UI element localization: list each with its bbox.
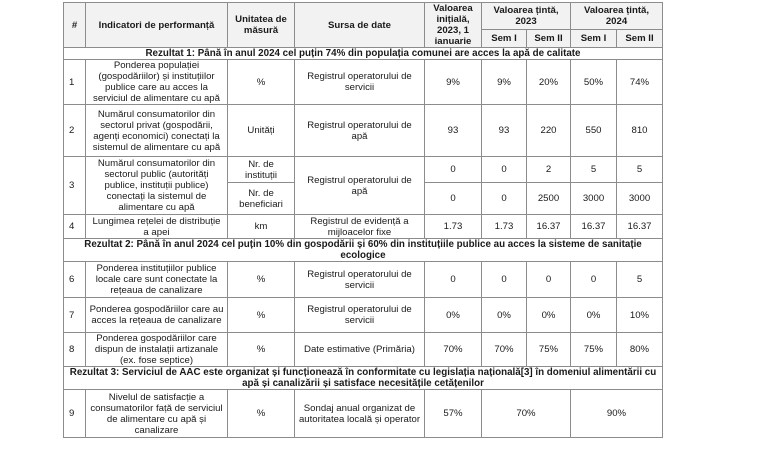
target-2023-sem1-cell: 0% — [482, 298, 527, 333]
header-2024-sem2: Sem II — [617, 29, 663, 47]
target-2023-sem2-cell: 2 — [527, 157, 571, 183]
target-2024-sem2-cell: 5 — [617, 157, 663, 183]
unit-cell: % — [228, 333, 295, 367]
header-target-2024: Valoarea țintă, 2024 — [571, 3, 663, 30]
target-2023-sem1-cell: 1.73 — [482, 215, 527, 239]
initial-value-cell: 0 — [425, 157, 482, 183]
unit-cell: % — [228, 262, 295, 298]
header-2023-sem1: Sem I — [482, 29, 527, 47]
result-2-row — [64, 239, 663, 262]
source-cell: Registrul de evidență a mijloacelor fixe — [295, 215, 425, 239]
source-cell: Sondaj anual organizat de autoritatea locală și operator — [295, 390, 425, 438]
row-number: 8 — [64, 333, 86, 367]
source-cell: Registrul operatorului de apă — [295, 157, 425, 215]
result-1-row — [64, 48, 663, 60]
table-row — [64, 390, 663, 438]
target-2023-sem2-cell: 0% — [527, 298, 571, 333]
source-cell: Registrul operatorului de servicii — [295, 298, 425, 333]
unit-cell: % — [228, 298, 295, 333]
target-2023-sem2-cell: 0 — [527, 262, 571, 298]
header-num: # — [64, 3, 86, 48]
table-row — [64, 262, 663, 298]
row-number: 1 — [64, 60, 86, 105]
target-2023-sem1-cell: 0 — [482, 183, 527, 215]
source-cell: Date estimative (Primăria) — [295, 333, 425, 367]
target-2023-sem2-cell: 16.37 — [527, 215, 571, 239]
header-source: Sursa de date — [295, 3, 425, 48]
target-2023-cell: 70% — [482, 390, 571, 438]
target-2023-sem2-cell: 2500 — [527, 183, 571, 215]
result-1-heading: Rezultat 1: Până în anul 2024 cel puțin 74% din populația comunei are acces la apă de calitate — [64, 48, 663, 60]
target-2023-sem1-cell: 0 — [482, 157, 527, 183]
target-2024-sem1-cell: 0 — [571, 262, 617, 298]
row-number: 4 — [64, 215, 86, 239]
row-number: 7 — [64, 298, 86, 333]
target-2024-sem2-cell: 3000 — [617, 183, 663, 215]
target-2023-sem1-cell: 70% — [482, 333, 527, 367]
table-row — [64, 333, 663, 367]
target-2024-sem2-cell: 5 — [617, 262, 663, 298]
header-row — [64, 3, 663, 30]
header-unit: Unitatea de măsură — [228, 3, 295, 48]
indicator-cell: Numărul consumatorilor din sectorul privat (gospodării, agenți economici) conectați la sistemul de alimentare cu apă — [86, 105, 228, 157]
target-2023-sem1-cell: 9% — [482, 60, 527, 105]
initial-value-cell: 0 — [425, 183, 482, 215]
row-number: 9 — [64, 390, 86, 438]
table-row — [64, 215, 663, 239]
source-cell: Registrul operatorului de servicii — [295, 60, 425, 105]
target-2024-sem1-cell: 16.37 — [571, 215, 617, 239]
unit-cell: km — [228, 215, 295, 239]
table-row — [64, 105, 663, 157]
target-2024-sem2-cell: 810 — [617, 105, 663, 157]
row-number: 6 — [64, 262, 86, 298]
initial-value-cell: 9% — [425, 60, 482, 105]
indicator-cell: Ponderea gospodăriilor care au acces la rețeaua de canalizare — [86, 298, 228, 333]
result-3-heading: Rezultat 3: Serviciul de AAC este organizat și funcționează în conformitate cu legislația națională[3] în domeniul alimentării cu apă și canalizării și satisface necesitățile cetățenilor — [64, 367, 663, 390]
header-2024-sem1: Sem I — [571, 29, 617, 47]
target-2024-sem1-cell: 3000 — [571, 183, 617, 215]
unit-cell: % — [228, 60, 295, 105]
row-number: 3 — [64, 157, 86, 215]
unit-cell: Nr. de instituții — [228, 157, 295, 183]
initial-value-cell: 93 — [425, 105, 482, 157]
unit-cell: % — [228, 390, 295, 438]
performance-indicators-table — [63, 2, 663, 438]
initial-value-cell: 70% — [425, 333, 482, 367]
result-3-row — [64, 367, 663, 390]
target-2023-sem2-cell: 20% — [527, 60, 571, 105]
target-2023-sem1-cell: 0 — [482, 262, 527, 298]
indicator-cell: Nivelul de satisfacție a consumatorilor față de serviciul de alimentare cu apă și canalizare — [86, 390, 228, 438]
header-target-2023: Valoarea țintă, 2023 — [482, 3, 571, 30]
indicator-cell: Ponderea populației (gospodăriilor) și instituțiilor publice care au acces la serviciul de alimentare cu apă — [86, 60, 228, 105]
target-2024-sem1-cell: 0% — [571, 298, 617, 333]
table-row — [64, 157, 663, 183]
initial-value-cell: 0 — [425, 262, 482, 298]
target-2024-sem2-cell: 74% — [617, 60, 663, 105]
header-indicator: Indicatori de performanță — [86, 3, 228, 48]
unit-cell: Unități — [228, 105, 295, 157]
table-row — [64, 60, 663, 105]
row-number: 2 — [64, 105, 86, 157]
initial-value-cell: 0% — [425, 298, 482, 333]
target-2024-sem1-cell: 50% — [571, 60, 617, 105]
target-2024-sem1-cell: 550 — [571, 105, 617, 157]
indicator-cell: Ponderea instituțiilor publice locale care sunt conectate la rețeaua de canalizare — [86, 262, 228, 298]
unit-cell: Nr. de beneficiari — [228, 183, 295, 215]
header-2023-sem2: Sem II — [527, 29, 571, 47]
indicator-cell: Numărul consumatorilor din sectorul public (autorități publice, instituții publice) conectați la sistemul de alimentare cu apă — [86, 157, 228, 215]
target-2024-sem1-cell: 75% — [571, 333, 617, 367]
header-initial-value: Valoarea inițială, 2023, 1 ianuarie — [425, 3, 482, 48]
target-2024-sem2-cell: 10% — [617, 298, 663, 333]
target-2024-cell: 90% — [571, 390, 663, 438]
initial-value-cell: 1.73 — [425, 215, 482, 239]
initial-value-cell: 57% — [425, 390, 482, 438]
source-cell: Registrul operatorului de apă — [295, 105, 425, 157]
indicator-cell: Ponderea gospodăriilor care dispun de instalații artizanale (ex. fose septice) — [86, 333, 228, 367]
target-2023-sem2-cell: 75% — [527, 333, 571, 367]
target-2024-sem1-cell: 5 — [571, 157, 617, 183]
indicator-cell: Lungimea rețelei de distribuție a apei — [86, 215, 228, 239]
target-2023-sem1-cell: 93 — [482, 105, 527, 157]
table-row — [64, 298, 663, 333]
target-2024-sem2-cell: 16.37 — [617, 215, 663, 239]
source-cell: Registrul operatorului de servicii — [295, 262, 425, 298]
target-2024-sem2-cell: 80% — [617, 333, 663, 367]
result-2-heading: Rezultat 2: Până în anul 2024 cel puțin 10% din gospodării și 60% din instituțiile publice au acces la sisteme de sanitație ecologice — [64, 239, 663, 262]
target-2023-sem2-cell: 220 — [527, 105, 571, 157]
